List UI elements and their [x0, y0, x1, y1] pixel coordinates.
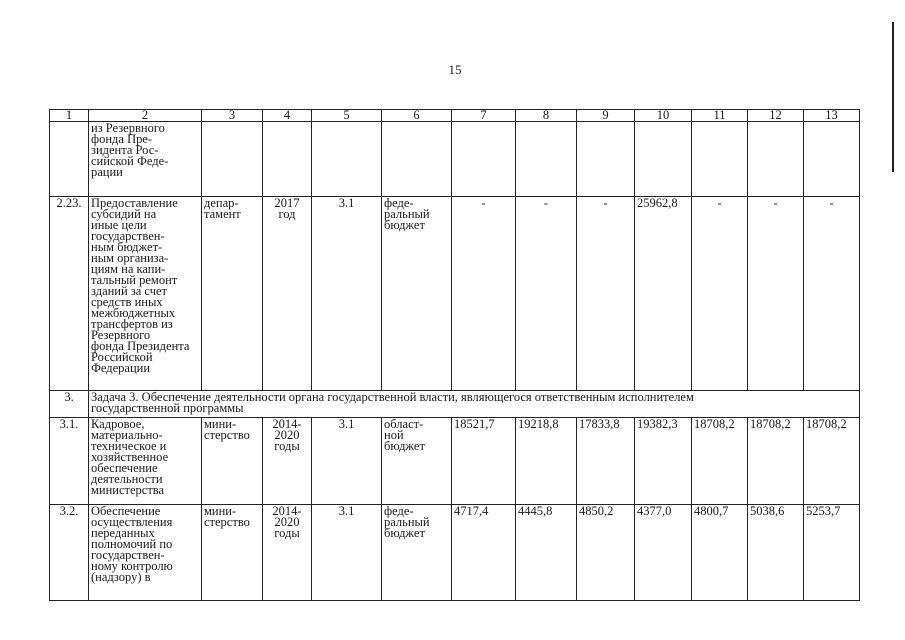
description-line: тальный ремонт	[91, 273, 178, 287]
column-number: 10	[635, 110, 692, 122]
source-cell	[382, 197, 452, 391]
description-line: межбюджетных	[91, 306, 176, 320]
period-cell	[263, 505, 312, 601]
value-cell: 5253,7	[804, 505, 860, 601]
source-line: ной	[384, 428, 404, 442]
description-line: Российской	[91, 350, 153, 364]
value-cell: 17833,8	[577, 418, 635, 505]
value-cell: -	[692, 197, 748, 391]
column-number: 7	[452, 110, 516, 122]
description-line: Федерации	[91, 361, 151, 375]
executor-cell	[202, 122, 263, 197]
value-cell: -	[452, 197, 516, 391]
source-line: бюджет	[384, 218, 425, 232]
row-number-cell: 2.23.	[50, 197, 89, 391]
task-title-cell	[89, 391, 860, 418]
table-row	[50, 122, 860, 197]
description-line: Кадровое,	[91, 417, 145, 431]
source-line: ральный	[384, 515, 430, 529]
executor-line: мини-	[204, 417, 237, 431]
description-line: государствен-	[91, 548, 165, 562]
description-line: материально-	[91, 428, 163, 442]
executor-line: стерство	[204, 515, 250, 529]
code-cell	[312, 122, 382, 197]
value-cell: 18708,2	[692, 418, 748, 505]
description-line: ному контролю	[91, 559, 173, 573]
page-number: 15	[448, 62, 462, 77]
value-cell	[748, 122, 804, 197]
description-line: циям на капи-	[91, 262, 166, 276]
source-line: област-	[384, 417, 424, 431]
source-cell	[382, 418, 452, 505]
executor-line: мини-	[204, 504, 237, 518]
period-cell	[263, 418, 312, 505]
value-cell: 18708,2	[748, 418, 804, 505]
period-cell	[263, 122, 312, 197]
value-cell: 25962,8	[635, 197, 692, 391]
source-line: бюджет	[384, 439, 425, 453]
table-row	[50, 197, 860, 391]
row-number-cell: 3.2.	[50, 505, 89, 601]
column-number: 1	[50, 110, 89, 122]
value-cell: 19382,3	[635, 418, 692, 505]
value-cell: 4445,8	[516, 505, 577, 601]
value-cell	[804, 122, 860, 197]
description-line: министерства	[91, 483, 165, 497]
column-number: 13	[804, 110, 860, 122]
value-cell: 4377,0	[635, 505, 692, 601]
period-line: 2020	[274, 515, 300, 529]
period-line: 2014-	[272, 504, 302, 518]
source-line: бюджет	[384, 526, 425, 540]
description-cell	[89, 122, 202, 197]
description-cell	[89, 418, 202, 505]
table-row	[50, 505, 860, 601]
description-line: Резервного	[91, 328, 151, 342]
code-cell: 3.1	[312, 418, 382, 505]
source-line: феде-	[384, 504, 414, 518]
value-cell: 19218,8	[516, 418, 577, 505]
description-line: государствен-	[91, 229, 165, 243]
description-line: обеспечение	[91, 461, 158, 475]
description-line: сийской Феде-	[91, 154, 169, 168]
value-cell: 18521,7	[452, 418, 516, 505]
description-line: рации	[91, 165, 123, 179]
executor-cell	[202, 197, 263, 391]
description-cell	[89, 197, 202, 391]
description-line: хозяйственное	[91, 450, 169, 464]
row-number-cell: 3.	[50, 391, 89, 418]
description-line: Обеспечение	[91, 504, 161, 518]
period-line: годы	[274, 439, 300, 453]
description-line: зидента Рос-	[91, 143, 159, 157]
column-number: 9	[577, 110, 635, 122]
description-line: фонда Президента	[91, 339, 190, 353]
value-cell: 5038,6	[748, 505, 804, 601]
column-numbers-row	[50, 110, 860, 122]
executor-line: стерство	[204, 428, 250, 442]
period-cell	[263, 197, 312, 391]
value-cell	[692, 122, 748, 197]
description-line: ным организа-	[91, 251, 169, 265]
column-number: 3	[202, 110, 263, 122]
code-cell: 3.1	[312, 197, 382, 391]
value-cell: -	[748, 197, 804, 391]
description-line: трансфертов из	[91, 317, 173, 331]
description-line: из Резервного	[91, 121, 165, 135]
value-cell: 4717,4	[452, 505, 516, 601]
row-number-cell: 3.1.	[50, 418, 89, 505]
budget-table	[49, 109, 860, 601]
description-line: средств иных	[91, 295, 163, 309]
source-line: ральный	[384, 207, 430, 221]
value-cell	[452, 122, 516, 197]
period-line: 2014-	[272, 417, 302, 431]
description-line: ным бюджет-	[91, 240, 163, 254]
column-number: 6	[382, 110, 452, 122]
source-line: феде-	[384, 196, 414, 210]
source-cell	[382, 122, 452, 197]
scan-edge-mark	[892, 22, 894, 172]
period-line: 2020	[274, 428, 300, 442]
description-line: полномочий по	[91, 537, 173, 551]
row-number-cell	[50, 122, 89, 197]
description-line: Предоставление	[91, 196, 178, 210]
column-number: 12	[748, 110, 804, 122]
period-line: годы	[274, 526, 300, 540]
description-line: фонда Пре-	[91, 132, 153, 146]
code-cell: 3.1	[312, 505, 382, 601]
description-line: зданий за счет	[91, 284, 168, 298]
column-number: 11	[692, 110, 748, 122]
value-cell: 18708,2	[804, 418, 860, 505]
period-line: год	[278, 207, 296, 221]
description-line: (надзору) в	[91, 570, 151, 584]
source-cell	[382, 505, 452, 601]
task-title-line: государственной программы	[91, 401, 244, 415]
table-row	[50, 391, 860, 418]
column-number: 8	[516, 110, 577, 122]
task-title-line: Задача 3. Обеспечение деятельности органа государственной власти, являющегося ответственным исполнителем	[91, 390, 694, 404]
column-number: 5	[312, 110, 382, 122]
value-cell	[635, 122, 692, 197]
description-line: иные цели	[91, 218, 147, 232]
description-line: переданных	[91, 526, 155, 540]
column-number: 2	[89, 110, 202, 122]
value-cell: -	[516, 197, 577, 391]
executor-line: депар-	[204, 196, 239, 210]
description-line: деятельности	[91, 472, 163, 486]
column-number: 4	[263, 110, 312, 122]
value-cell: -	[577, 197, 635, 391]
executor-line: тамент	[204, 207, 241, 221]
table-row	[50, 418, 860, 505]
description-cell	[89, 505, 202, 601]
value-cell: -	[804, 197, 860, 391]
value-cell: 4850,2	[577, 505, 635, 601]
value-cell	[577, 122, 635, 197]
description-line: техническое и	[91, 439, 167, 453]
value-cell	[516, 122, 577, 197]
description-line: субсидий на	[91, 207, 157, 221]
description-line: осуществления	[91, 515, 173, 529]
value-cell: 4800,7	[692, 505, 748, 601]
executor-cell	[202, 418, 263, 505]
period-line: 2017	[274, 196, 300, 210]
executor-cell	[202, 505, 263, 601]
